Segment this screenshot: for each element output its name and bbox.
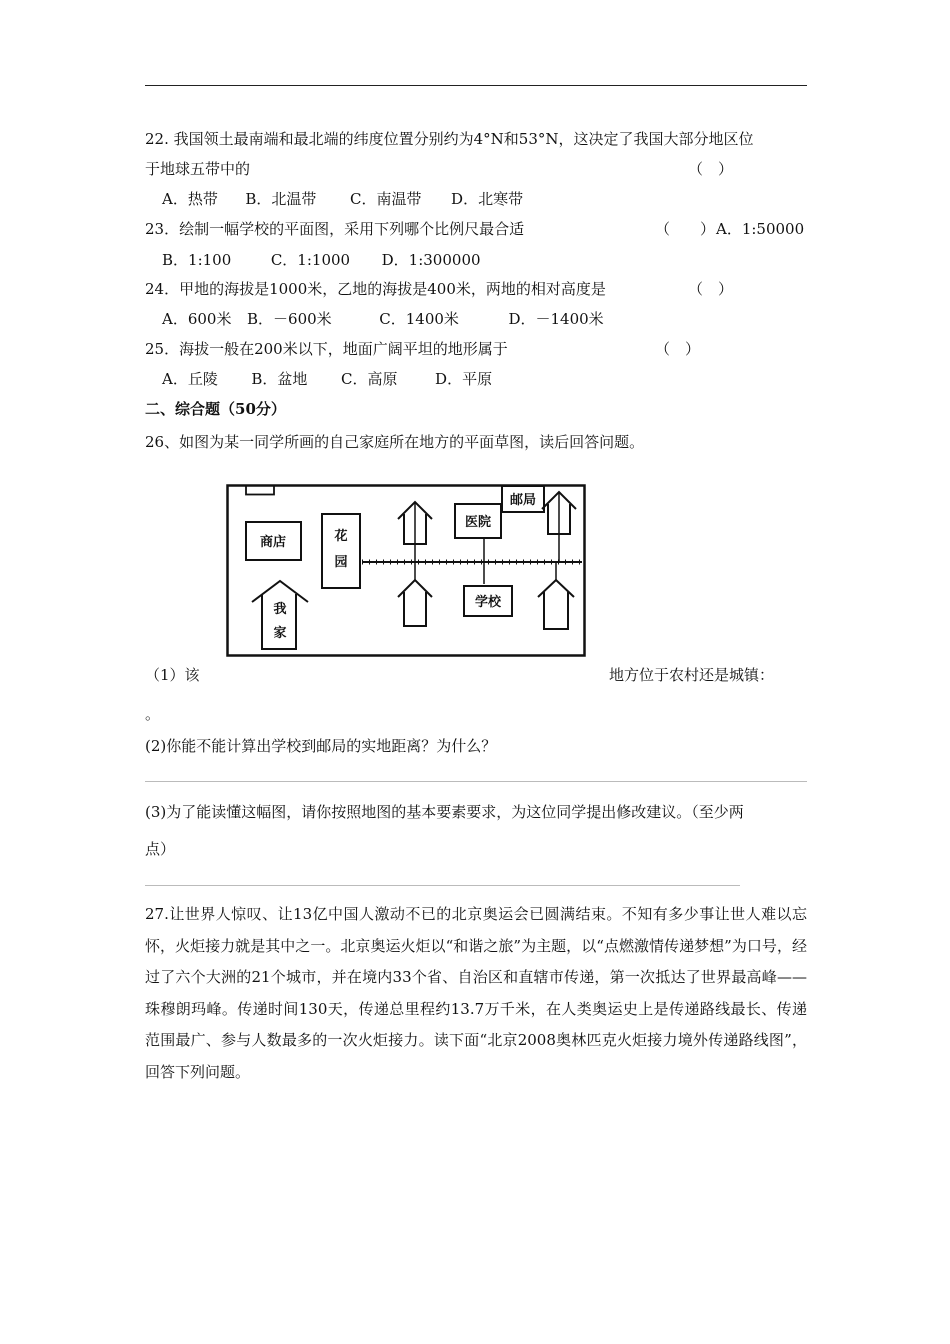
q23-text: 23．绘制一幅学校的平面图，采用下列哪个比例尺最合适 xyxy=(145,220,525,238)
map-label-garden-2: 园 xyxy=(334,555,348,570)
q24-text: 24．甲地的海拔是1000米，乙地的海拔是400米，两地的相对高度是 xyxy=(145,280,606,298)
q26-sub2: (2)你能不能计算出学校到邮局的实地距离？为什么？ xyxy=(145,737,497,755)
q26-sub1-left: （1）该 xyxy=(145,666,200,684)
q27-paragraph: 27.让世界人惊叹、让13亿中国人激动不已的北京奥运会已圆满结束。不知有多少事让世人难以忘怀，火炬接力就是其中之一。北京奥运火炬以“和谐之旅”为主题，以“点燃激情传递梦想”为口号，经过了六个大洲的21个城市，并在境内33个省、自治区和直辖市传递，第一次抵达了世界最高峰——珠穆朗玛峰。传递时间130天，传递总里程约13.7万千米，在人类奥运史上是传递路线最长、传递范围最广、参与人数最多的一次火炬接力。读下面“北京2008奥林匹克火炬接力境外传递路线图”，回答下列问题。 xyxy=(145,905,807,1081)
q23-answer-paren[interactable]: （ ） xyxy=(655,220,716,238)
q23-option-a: A．1:50000 xyxy=(716,220,805,238)
q22-option-c: C．南温带 xyxy=(350,190,422,208)
q24-answer-paren[interactable]: （ ） xyxy=(688,280,734,298)
section-2-title: 二、综合题（50分） xyxy=(145,400,286,418)
map-label-home-1: 我 xyxy=(273,602,287,617)
q25-option-a: A．丘陵 xyxy=(162,370,218,388)
map-label-school: 学校 xyxy=(474,595,502,610)
map-house-bottom-1 xyxy=(398,580,432,626)
map-label-hospital: 医院 xyxy=(464,515,492,530)
q24-option-b: B．－600米 xyxy=(247,310,332,328)
q25-option-b: B．盆地 xyxy=(251,370,308,388)
q26-sub2-answer-line[interactable] xyxy=(145,781,807,782)
map-label-post-office: 邮局 xyxy=(509,493,537,508)
q23-option-d: D．1:300000 xyxy=(381,251,481,269)
q24-options xyxy=(162,308,604,329)
map-label-garden-1: 花 xyxy=(334,529,348,544)
q23-option-b: B．1:100 xyxy=(162,251,232,269)
q26-sub3-line1: (3)为了能读懂这幅图，请你按照地图的基本要素要求，为这位同学提出修改建议。（至少两 xyxy=(145,803,744,821)
q25-text: 25．海拔一般在200米以下，地面广阔平坦的地形属于 xyxy=(145,340,508,358)
q24-option-d: D．－1400米 xyxy=(508,310,604,328)
q22-option-d: D．北寒带 xyxy=(451,190,524,208)
q22-text-line1: 22. 我国领土最南端和最北端的纬度位置分别约为4°N和53°N，这决定了我国大部分地区位 xyxy=(145,130,754,148)
q23-options xyxy=(162,249,481,270)
map-house-bottom-2 xyxy=(538,580,574,629)
q22-answer-paren[interactable]: （ ） xyxy=(688,160,734,178)
q26-sub1-end: 。 xyxy=(145,705,161,723)
header-rule xyxy=(145,85,807,86)
q26-sub3-line2: 点） xyxy=(145,840,176,858)
q25-options xyxy=(162,368,492,389)
map-label-home-2: 家 xyxy=(273,626,287,641)
q22-option-a: A．热带 xyxy=(162,190,218,208)
q22-option-b: B．北温带 xyxy=(245,190,317,208)
q26-sub3-answer-line[interactable] xyxy=(145,885,740,886)
q26-sketch-map xyxy=(226,484,588,658)
q22-options xyxy=(162,188,523,209)
map-top-notch xyxy=(246,486,274,495)
map-label-shop: 商店 xyxy=(259,535,287,550)
q25-option-d: D．平原 xyxy=(435,370,493,388)
q25-answer-paren[interactable]: （ ） xyxy=(655,340,701,358)
q23-option-c: C．1:1000 xyxy=(270,251,351,269)
q26-intro: 26、如图为某一同学所画的自己家庭所在地方的平面草图，读后回答问题。 xyxy=(145,433,645,451)
q24-option-a: A．600米 xyxy=(162,310,232,328)
q24-option-c: C．1400米 xyxy=(379,310,459,328)
q26-sub1-right: 地方位于农村还是城镇： xyxy=(609,666,775,684)
q25-option-c: C．高原 xyxy=(341,370,398,388)
q22-text-line2: 于地球五带中的 xyxy=(145,160,251,178)
map-garden-box xyxy=(322,514,360,588)
